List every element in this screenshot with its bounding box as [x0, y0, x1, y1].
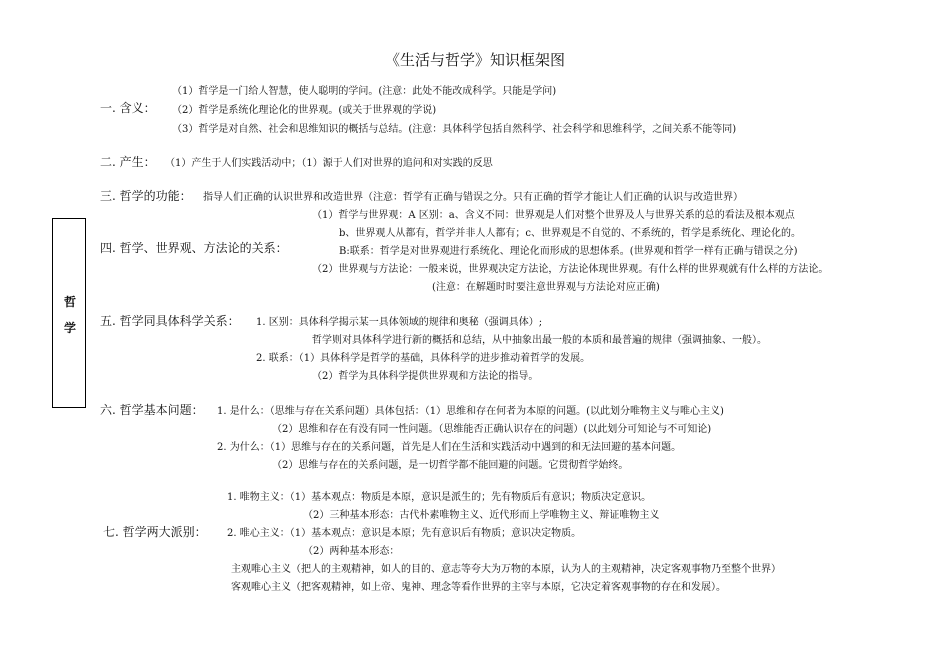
s1-line-1: （1）哲学是一门给人智慧，使人聪明的学问。(注意：此处不能改成科学。只能是学问): [172, 86, 557, 97]
s7-heading: 七. 哲学两大派别：: [103, 525, 207, 539]
s4-line-1: （1）哲学与世界观：A 区别：a、含义不同：世界观是人们对整个世界及人与世界关系的总的看法及根本观点: [312, 210, 795, 221]
s6-heading: 六. 哲学基本问题：: [100, 403, 204, 417]
s7-line-6: 客观唯心主义（把客观精神，如上帝、鬼神、理念等看作世界的主宰与本原，它决定着客观事物的存在和发展）。: [231, 582, 726, 593]
s1-line-2: （2）哲学是系统化理论化的世界观。(或关于世界观的学说): [172, 105, 437, 116]
s7-line-4: （2）两种基本形态：: [303, 546, 400, 557]
s7-line-3: 2. 唯心主义：（1）基本观点：意识是本原；先有意识后有物质；意识决定物质。: [227, 528, 582, 539]
s3-line-1: 指导人们正确的认识世界和改造世界（注意：哲学有正确与错误之分。只有正确的哲学才能让人们正确的认识与改造世界）: [203, 192, 743, 203]
sidebar-char-2: 学: [63, 321, 76, 335]
s2-line-1: （1）产生于人们实践活动中；（1）源于人们对世界的追问和对实践的反思: [165, 158, 493, 169]
s1-heading: 一. 含义：: [100, 101, 156, 115]
s5-heading: 五. 哲学同具体科学关系：: [100, 314, 240, 328]
s5-line-1: 1. 区别：具体科学揭示某一具体领域的规律和奥秘（强调具体）;: [256, 317, 543, 328]
s1-line-3: （3）哲学是对自然、社会和思维知识的概括与总结。(注意：具体科学包括自然科学、社会科学和思维科学，之间关系不能等同): [172, 124, 737, 135]
s7-line-2: （2）三种基本形态：古代朴素唯物主义、近代形而上学唯物主义、辩证唯物主义: [303, 510, 660, 521]
s6-line-1: 1. 是什么：（思维与存在关系问题）具体包括：（1）思维和存在何者为本原的问题。(以此划分唯物主义与唯心主义): [217, 406, 724, 417]
s6-line-3: 2. 为什么：（1）思维与存在的关系问题，首先是人们在生活和实践活动中遇到的和无法回避的基本问题。: [217, 442, 682, 453]
sidebar-box: [52, 218, 86, 408]
s6-line-2: （2）思维和存在有没有同一性问题。（思维能否正确认识存在的问题）(以此划分可知论与不可知论): [272, 424, 712, 435]
s4-line-3: B:联系：哲学是对世界观进行系统化、理论化而形成的思想体系。(世界观和哲学一样有正确与错误之分): [339, 246, 798, 257]
sidebar-char-1: 哲: [63, 295, 76, 309]
s4-line-2: b、世界观人从都有，哲学并非人人都有；c、世界观是不自觉的、不系统的，哲学是系统化、理论化的。: [339, 228, 802, 239]
s4-line-4: （2）世界观与方法论：一般来说，世界观决定方法论，方法论体现世界观。有什么样的世界观就有什么样的方法论。: [312, 264, 829, 275]
s4-line-5: (注意：在解题时时要注意世界观与方法论对应正确): [432, 282, 660, 293]
s5-line-2: 哲学则对具体科学进行新的概括和总结，从中抽象出最一般的本质和最普遍的规律（强调抽象、一般）。: [312, 335, 767, 346]
s6-line-4: （2）思维与存在的关系问题，是一切哲学都不能回避的问题。它贯彻哲学始终。: [272, 460, 629, 471]
s3-heading: 三. 哲学的功能：: [100, 189, 192, 203]
s4-heading: 四. 哲学、世界观、方法论的关系：: [100, 241, 288, 255]
s5-line-4: （2）哲学为具体科学提供世界观和方法论的指导。: [312, 371, 539, 382]
s2-heading: 二. 产生：: [100, 155, 156, 169]
s7-line-1: 1. 唯物主义：（1）基本观点：物质是本原，意识是派生的；先有物质后有意识；物质决定意识。: [227, 492, 652, 503]
page-title: 《生活与哲学》知识框架图: [384, 51, 565, 69]
s5-line-3: 2. 联系：（1）具体科学是哲学的基础，具体科学的进步推动着哲学的发展。: [256, 353, 591, 364]
s7-line-5: 主观唯心主义（把人的主观精神，如人的目的、意志等夸大为万物的本原，认为人的主观精神，决定客观事物乃至整个世界）: [231, 564, 781, 575]
